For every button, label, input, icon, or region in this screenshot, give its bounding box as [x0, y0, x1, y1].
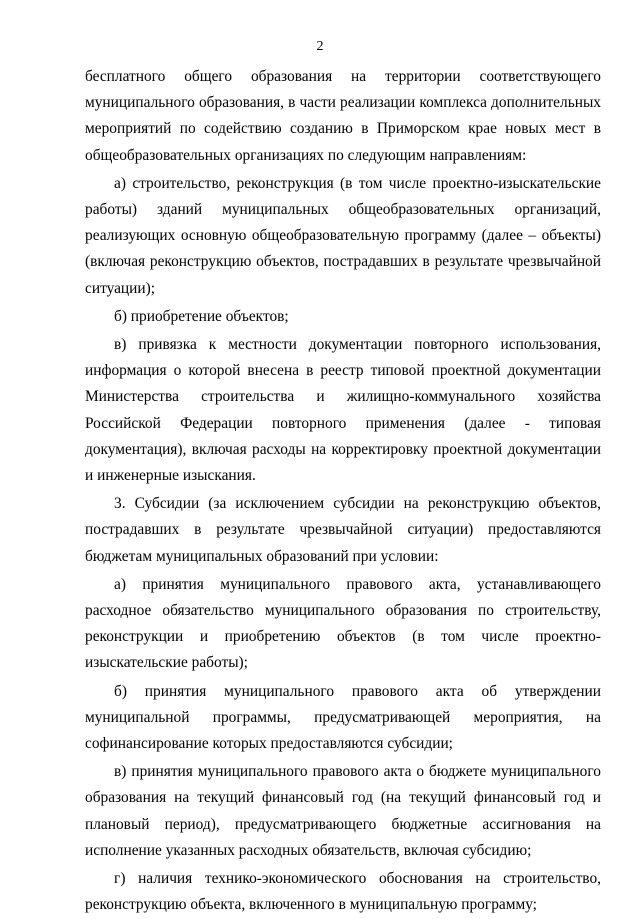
page-number: 2	[316, 39, 324, 54]
document-body	[85, 64, 601, 919]
paragraph-condition-a: а) принятия муниципального правового акта, устанавливающего расходное обязательство муниципального образования по строительству, реконструкции и приобретению объектов (в том числе проектно-изыскательские работы);	[85, 575, 601, 672]
paragraph-section-3: 3. Субсидии (за исключением субсидии на реконструкцию объектов, пострадавших в результате чрезвычайной ситуации) предоставляются бюджетам муниципальных образований при условии:	[85, 495, 601, 565]
paragraph-condition-g: г) наличия технико-экономического обоснования на строительство, реконструкцию объекта, включенного в муниципальную программу;	[85, 870, 601, 914]
paragraph-item-v-documentation: в) привязка к местности документации повторного использования, информация о которой внесена в реестр типовой проектной документации Министерства строительства и жилищно-коммунального хозяйства Российской Федерации повторного применения (далее - типовая документация), включая расходы на корректировку проектной документации и инженерные изыскания.	[85, 336, 601, 485]
paragraph-condition-b: б) принятия муниципального правового акта об утверждении муниципальной программы, предусматривающей мероприятия, на софинансирование которых предоставляются субсидии;	[85, 682, 601, 753]
paragraph-condition-v: в) принятия муниципального правового акта о бюджете муниципального образования на текущий финансовый год (на текущий финансовый год и плановый период), предусматривающего бюджетные ассигнования на исполнение указанных расходных обязательств, включая субсидию;	[85, 763, 601, 859]
paragraph-item-b-acquisition: б) приобретение объектов;	[114, 307, 289, 325]
paragraph-item-a-construction: а) строительство, реконструкция (в том числе проектно-изыскательские работы) зданий муниципальных общеобразовательных организаций, реализующих основную общеобразовательную программу (далее – объекты) (включая реконструкцию объектов, пострадавших в результате чрезвычайной ситуации);	[85, 174, 601, 297]
paragraph-continuation: бесплатного общего образования на территории соответствующего муниципального образования, в части реализации комплекса дополнительных мероприятий по содействию созданию в Приморском крае новых мест в общеобразовательных организациях по следующим направлениям:	[85, 68, 601, 164]
